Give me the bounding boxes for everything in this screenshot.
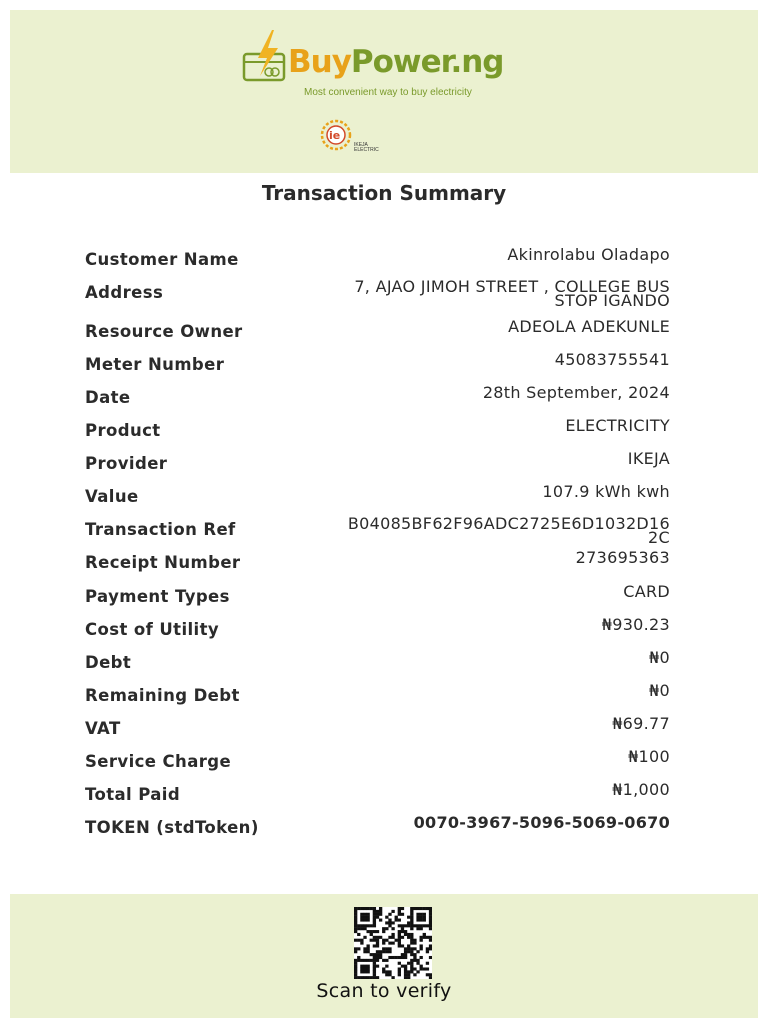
row-value: 107.9 kWh kwh [542, 482, 670, 501]
row-label: VAT [85, 719, 121, 738]
row-value: CARD [623, 582, 670, 601]
qr-code-graphic [354, 907, 432, 979]
row-label: Product [85, 421, 161, 440]
row-label: Transaction Ref [85, 520, 236, 539]
row-label: Service Charge [85, 752, 232, 771]
row-label: Meter Number [85, 355, 225, 374]
brand-wordmark [288, 44, 504, 80]
row-label: Cost of Utility [85, 620, 220, 639]
card-bolt-icon [242, 30, 290, 88]
row-value: 45083755541 [554, 350, 670, 369]
row-label: TOKEN (stdToken) [85, 818, 259, 837]
row-value: 7, AJAO JIMOH STREET , COLLEGE BUS STOP IGANDO [354, 277, 670, 310]
row-total-paid [85, 782, 670, 812]
row-value: 273695363 [575, 548, 670, 567]
row-label: Address [85, 283, 164, 302]
row-service-charge [85, 749, 670, 779]
ie-mark: ie [329, 129, 341, 142]
row-value: B04085BF62F96ADC2725E6D1032D162C [347, 514, 670, 547]
row-value: Akinrolabu Oladapo [507, 245, 670, 264]
row-vat [85, 716, 670, 746]
row-address [85, 277, 670, 310]
row-value: IKEJA [627, 449, 670, 468]
partner-name-line2: ELECTRIC [354, 147, 379, 153]
row-remaining-debt [85, 683, 670, 713]
row-cost-of-utility [85, 617, 670, 647]
row-label: Value [85, 487, 139, 506]
row-value: ₦1,000 [612, 780, 670, 799]
row-transaction-ref [85, 514, 670, 547]
row-debt [85, 650, 670, 680]
row-value: ₦0 [649, 648, 670, 667]
page-title: Transaction Summary [261, 181, 507, 205]
ikeja-electric-emblem-icon [318, 113, 354, 157]
row-value: ADEOLA ADEKUNLE [508, 317, 670, 336]
brand-part-power: Power.ng [350, 44, 504, 80]
row-value [85, 484, 670, 514]
row-token [85, 815, 670, 845]
row-provider [85, 451, 670, 481]
row-label: Provider [85, 454, 168, 473]
row-label: Resource Owner [85, 322, 243, 341]
row-value: ₦69.77 [612, 714, 670, 733]
row-resource-owner [85, 319, 670, 349]
row-label: Debt [85, 653, 132, 672]
footer-band [10, 894, 758, 1018]
row-value: ₦100 [628, 747, 670, 766]
brand-part-buy: Buy [288, 44, 351, 80]
row-product [85, 418, 670, 448]
row-label: Receipt Number [85, 553, 241, 572]
row-label: Total Paid [85, 785, 181, 804]
row-value: ₦930.23 [601, 615, 670, 634]
row-label: Customer Name [85, 250, 239, 269]
row-value: 28th September, 2024 [482, 383, 670, 402]
row-value: ELECTRICITY [565, 416, 670, 435]
row-date [85, 385, 670, 415]
row-label: Payment Types [85, 587, 230, 606]
row-label: Date [85, 388, 131, 407]
row-label: Remaining Debt [85, 686, 240, 705]
token-value: 0070-3967-5096-5069-0670 [413, 813, 670, 832]
row-receipt-number [85, 550, 670, 580]
row-customer-name [85, 247, 670, 277]
qr-code-icon[interactable] [354, 907, 432, 979]
partner-name-line1: IKEJA [354, 142, 368, 148]
brand-tagline: Most convenient way to buy electricity [304, 87, 472, 98]
row-payment-types [85, 584, 670, 614]
ikeja-electric-name [354, 143, 379, 153]
scan-to-verify-label: Scan to verify [316, 980, 452, 1002]
row-meter-number [85, 352, 670, 382]
row-value: ₦0 [649, 681, 670, 700]
ikeja-electric-logo [318, 113, 380, 157]
header-band [10, 10, 758, 173]
buypower-logo [242, 30, 532, 100]
